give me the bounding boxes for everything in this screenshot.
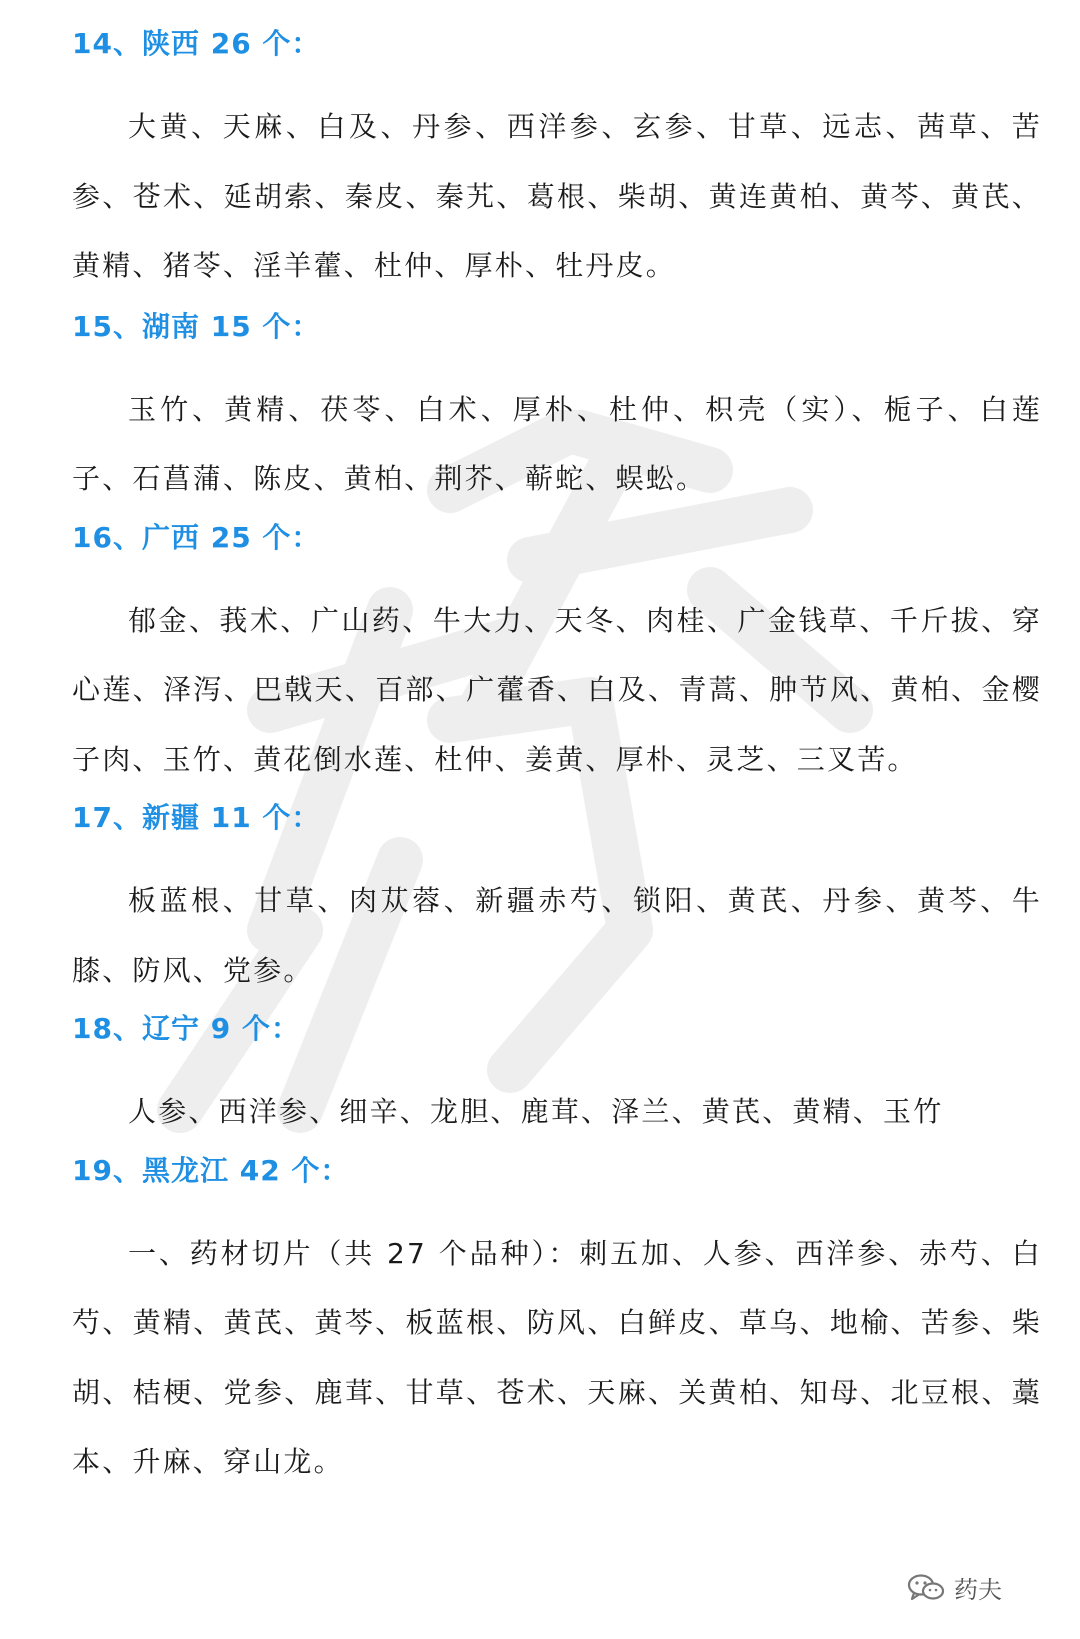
section-text-liaoning: 人参、西洋参、细辛、龙胆、鹿茸、泽兰、黄芪、黄精、玉竹 bbox=[128, 1095, 944, 1128]
section-heading-hunan: 15、湖南 15 个： bbox=[72, 309, 321, 343]
section-text-heilongjiang: 一、药材切片（共 27 个品种）：刺五加、人参、西洋参、赤芍、白芍、黄精、黄芪、黄芩、板蓝根、防风、白鲜皮、草乌、地榆、苦参、柴胡、桔梗、党参、鹿茸、甘草、苍术、天麻、关黄柏、知母、北豆根、藁本、升麻、穿山龙。 bbox=[72, 1236, 1042, 1478]
section-heading-guangxi: 16、广西 25 个： bbox=[72, 520, 321, 554]
section-heading-liaoning: 18、辽宁 9 个： bbox=[72, 1012, 300, 1045]
article-body bbox=[72, 22, 1042, 1499]
section-text-hunan: 玉竹、黄精、茯苓、白术、厚朴、杜仲、枳壳（实）、栀子、白莲子、石菖蒲、陈皮、黄柏、荆芥、蕲蛇、蜈蚣。 bbox=[72, 392, 1042, 495]
section-text-guangxi: 郁金、莪术、广山药、牛大力、天冬、肉桂、广金钱草、千斤拔、穿心莲、泽泻、巴戟天、百部、广藿香、白及、青蒿、肿节风、黄柏、金樱子肉、玉竹、黄花倒水莲、杜仲、姜黄、厚朴、灵芝、三叉苦。 bbox=[72, 603, 1042, 776]
account-watermark bbox=[906, 1570, 1002, 1605]
section-heading-heilongjiang: 19、黑龙江 42 个： bbox=[72, 1153, 350, 1187]
section-text-shaanxi: 大黄、天麻、白及、丹参、西洋参、玄参、甘草、远志、茜草、苦参、苍术、延胡索、秦皮、秦艽、葛根、柴胡、黄连黄柏、黄芩、黄芪、黄精、猪苓、淫羊藿、杜仲、厚朴、牡丹皮。 bbox=[72, 110, 1042, 282]
wechat-icon bbox=[906, 1573, 946, 1603]
section-text-xinjiang: 板蓝根、甘草、肉苁蓉、新疆赤芍、锁阳、黄芪、丹参、黄芩、牛膝、防风、党参。 bbox=[72, 884, 1042, 987]
section-heading-xinjiang: 17、新疆 11 个： bbox=[72, 801, 321, 834]
account-name: 药夫 bbox=[954, 1576, 1002, 1604]
section-heading-shaanxi: 14、陕西 26 个： bbox=[72, 27, 321, 60]
